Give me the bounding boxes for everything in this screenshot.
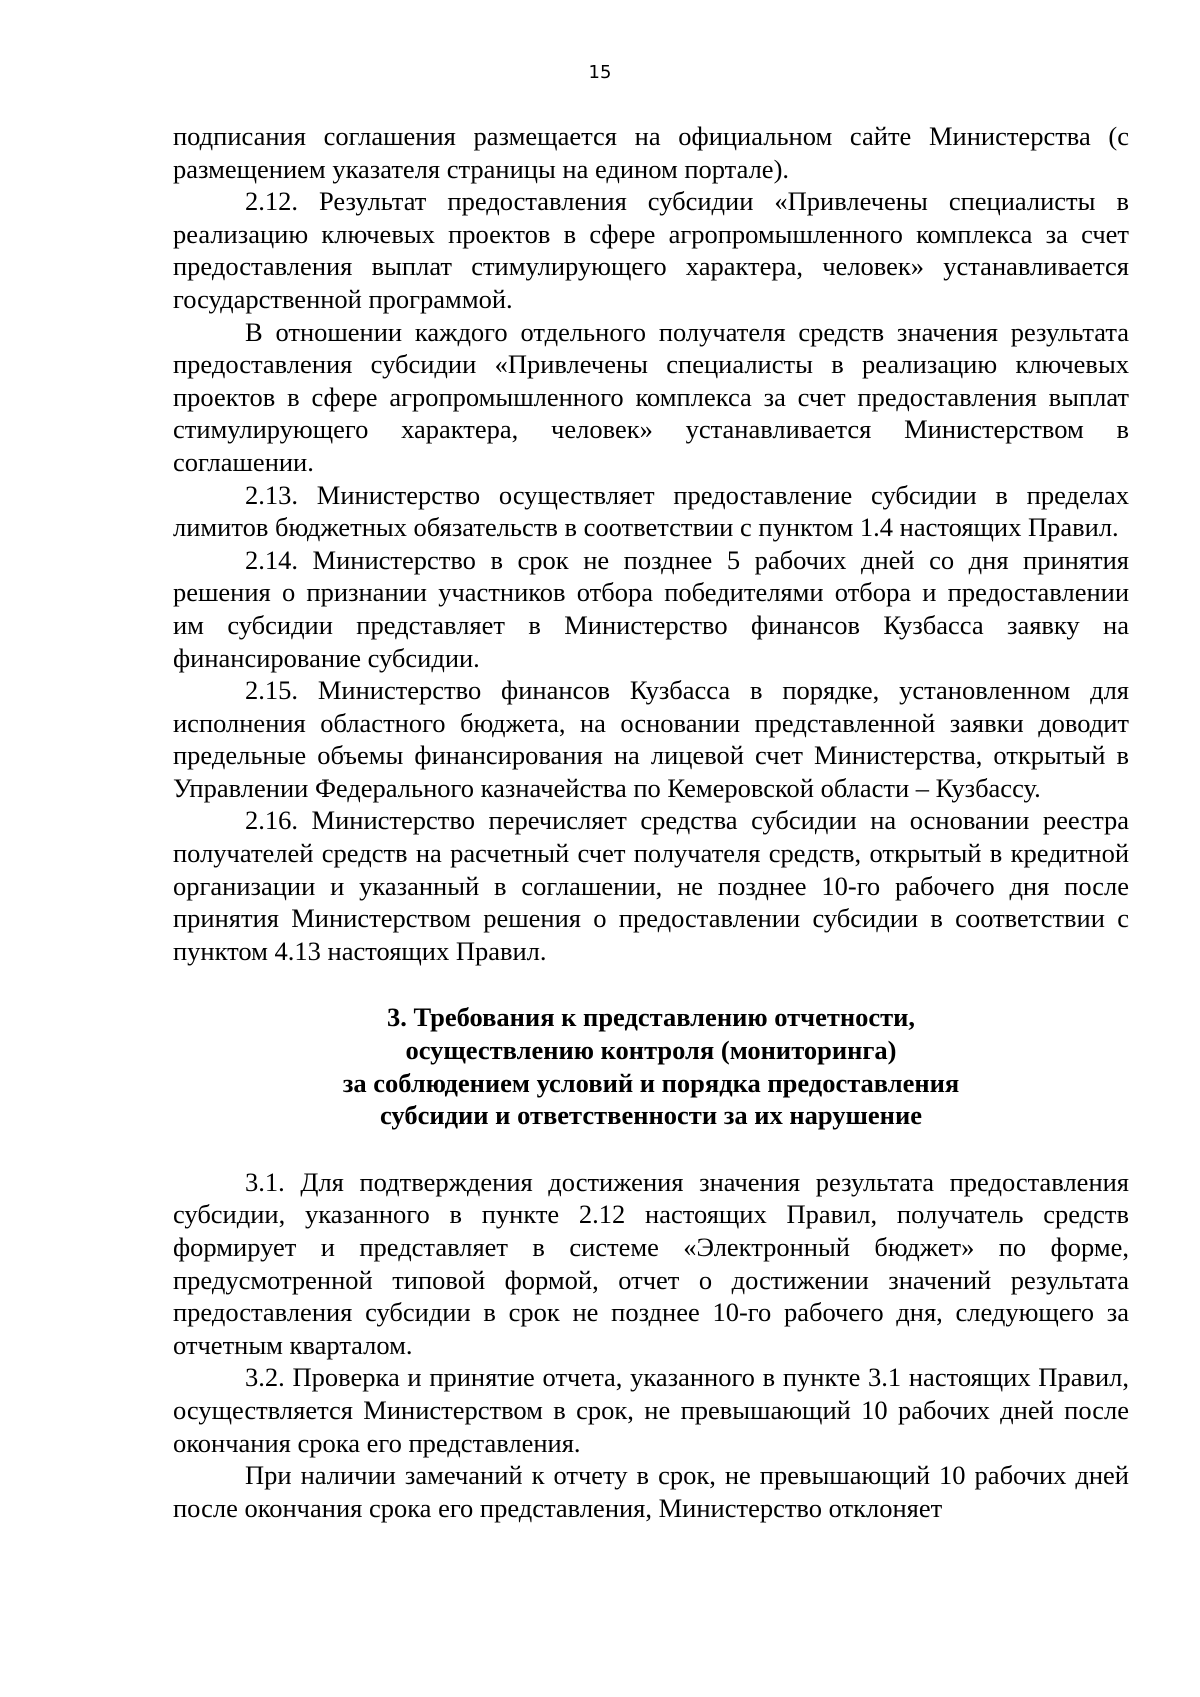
section-3-heading-line: осуществлению контроля (мониторинга) bbox=[405, 1035, 897, 1066]
section-3-heading bbox=[173, 1001, 1129, 1131]
document-body bbox=[173, 120, 1129, 1524]
paragraph-continuation: подписания соглашения размещается на официальном сайте Министерства (с размещением указателя страницы на едином портале). bbox=[173, 121, 1129, 184]
page-number: 15 bbox=[588, 62, 612, 83]
section-3-heading-line: 3. Требования к представлению отчетности, bbox=[386, 1002, 916, 1033]
paragraph-2-15: 2.15. Министерство финансов Кузбасса в порядке, установленном для исполнения областного бюджета, на основании представленной заявки доводит предельные объемы финансирования на лицевой счет Министерства, открытый в Управлении Федерального казначейства по Кемеровской области – Кузбассу. bbox=[173, 675, 1129, 803]
paragraph-2-13: 2.13. Министерство осуществляет предоставление субсидии в пределах лимитов бюджетных обязательств в соответствии с пунктом 1.4 настоящих Правил. bbox=[173, 479, 1129, 543]
section-3-heading-line: субсидии и ответственности за их нарушение bbox=[380, 1100, 922, 1131]
paragraph-2-16: 2.16. Министерство перечисляет средства субсидии на основании реестра получателей средств на расчетный счет получателя средств, открытый в кредитной организации и указанный в соглашении, не позднее 10-го рабочего дня после принятия Министерством решения о предоставлении субсидии в соответствии с пунктом 4.13 настоящих Правил. bbox=[173, 805, 1129, 966]
paragraph-remarks: При наличии замечаний к отчету в срок, не превышающий 10 рабочих дней после окончания срока его представления, Министерство отклоняет bbox=[173, 1460, 1129, 1523]
section-3-heading-line: за соблюдением условий и порядка предоставления bbox=[342, 1067, 960, 1098]
paragraph-result-values: В отношении каждого отдельного получателя средств значения результата предоставления субсидии «Привлечены специалисты в реализацию ключевых проектов в сфере агропромышленного комплекса за счет предоставления выплат стимулирующего характера, человек» устанавливается Министерством в соглашении. bbox=[173, 316, 1129, 477]
paragraph-3-2: 3.2. Проверка и принятие отчета, указанного в пункте 3.1 настоящих Правил, осуществляется Министерством в срок, не превышающий 10 рабочих дней после окончания срока его представления. bbox=[173, 1362, 1129, 1458]
paragraph-2-14: 2.14. Министерство в срок не позднее 5 рабочих дней со дня принятия решения о признании участников отбора победителями отбора и предоставлении им субсидии представляет в Министерство финансов Кузбасса заявку на финансирование субсидии. bbox=[173, 544, 1129, 673]
paragraph-2-12: 2.12. Результат предоставления субсидии «Привлечены специалисты в реализацию ключевых проектов в сфере агропромышленного комплекса за счет предоставления выплат стимулирующего характера, человек» устанавливается государственной программой. bbox=[173, 186, 1129, 314]
paragraph-3-1: 3.1. Для подтверждения достижения значения результата предоставления субсидии, указанного в пункте 2.12 настоящих Правил, получатель средств формирует и представляет в системе «Электронный бюджет» по форме, предусмотренной типовой формой, отчет о достижении значений результата предоставления субсидии в срок не позднее 10-го рабочего дня, следующего за отчетным кварталом. bbox=[173, 1166, 1129, 1360]
